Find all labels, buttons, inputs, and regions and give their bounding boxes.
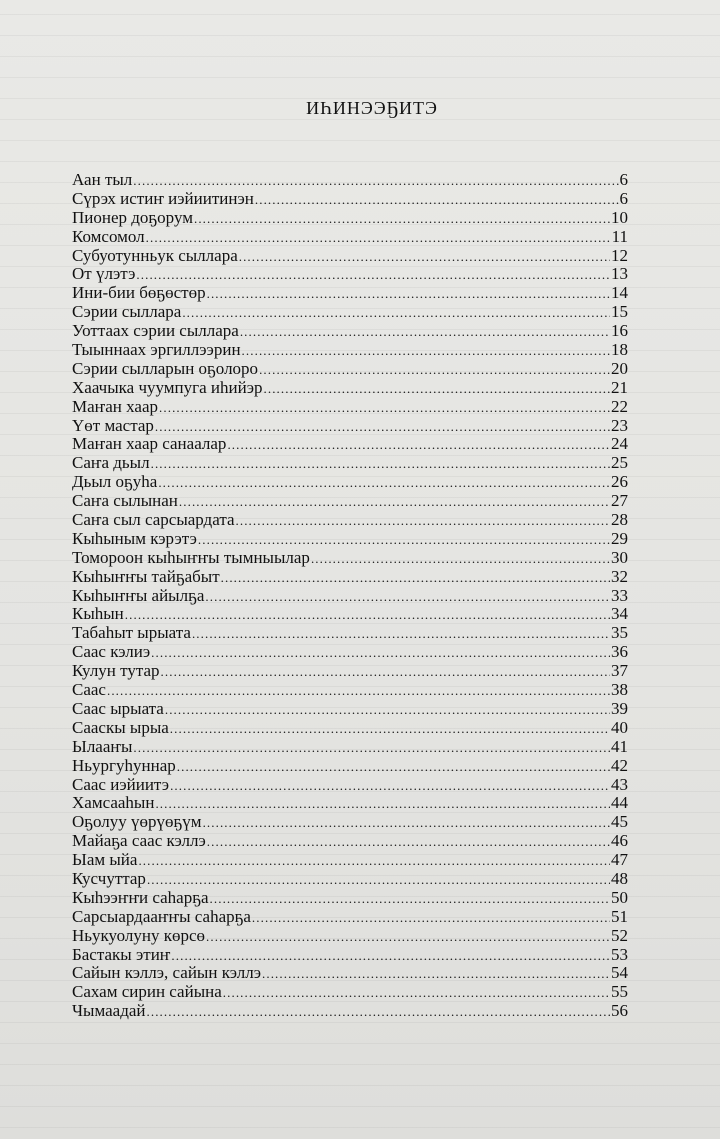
toc-entry-page-number: 22 [611,396,628,416]
dot-leader [206,928,610,947]
toc-entry [72,719,628,738]
toc-entry-title: Кыһыҥҥы тайҕабыт [72,566,220,586]
toc-entry-title: Саас иэйиитэ [72,774,170,794]
toc-entry [72,549,628,568]
toc-entry-page-number: 37 [611,661,628,681]
toc-entry [72,171,628,190]
toc-entry-title: Сэрии сылларын оҕолоро [72,358,259,378]
dot-leader [125,606,610,625]
toc-entry-page-number: 6 [619,188,628,208]
toc-entry-title: Ини-бии бөҕөстөр [72,283,206,303]
dot-leader [138,852,610,871]
toc-entry [72,624,628,643]
toc-entry-page-number: 21 [611,377,628,397]
toc-entry [72,454,628,473]
toc-entry [72,435,628,454]
toc-entry-page-number: 44 [611,793,628,813]
toc-entry-title: Саас ырыата [72,698,164,718]
toc-entry-page-number: 45 [611,812,628,832]
toc-entry-page-number: 6 [619,170,628,189]
dot-leader [146,229,611,248]
toc-entry [72,794,628,813]
toc-entry [72,851,628,870]
toc-entry-title: Майаҕа саас кэллэ [72,831,206,851]
toc-entry [72,605,628,624]
toc-entry-title: Оҕолуу үөрүөҕүм [72,812,202,832]
toc-entry [72,813,628,832]
toc-entry [72,190,628,209]
toc-entry-title: Бастакы этиҥ [72,944,171,964]
toc-entry-page-number: 42 [611,755,628,775]
toc-entry-title: Аан тыл [72,170,133,189]
toc-entry-page-number: 38 [611,680,628,700]
toc-entry-page-number: 27 [611,491,628,511]
toc-entry-title: Пионер доҕорум [72,207,193,227]
dot-leader [255,191,619,210]
toc-entry-page-number: 41 [611,736,628,756]
dot-leader [236,512,611,531]
dot-leader [223,984,610,1003]
toc-entry-title: Кусчуттар [72,868,146,888]
toc-entry [72,700,628,719]
toc-entry-page-number: 36 [611,642,628,662]
dot-leader [147,871,610,890]
toc-entry-page-number: 52 [611,925,628,945]
toc-entry-page-number: 55 [611,982,628,1002]
toc-entry-title: Табаһыт ырыата [72,623,191,643]
toc-entry-title: Ньукуолуну көрсө [72,925,206,945]
dot-leader [205,588,610,607]
toc-entry-page-number: 14 [611,283,628,303]
toc-entry [72,983,628,1002]
toc-entry-page-number: 15 [611,302,628,322]
table-of-contents [72,171,628,1021]
dot-leader [311,550,610,569]
toc-entry [72,322,628,341]
toc-entry-page-number: 34 [611,604,628,624]
dot-leader [159,399,610,418]
toc-entry [72,209,628,228]
toc-entry [72,832,628,851]
toc-entry-title: Хамсааһын [72,793,155,813]
toc-entry-page-number: 26 [611,472,628,492]
toc-entry-page-number: 39 [611,698,628,718]
dot-leader [239,248,610,267]
dot-leader [179,493,610,512]
toc-entry-page-number: 16 [611,321,628,341]
toc-entry-page-number: 51 [611,906,628,926]
toc-entry [72,964,628,983]
toc-entry [72,379,628,398]
dot-leader [203,814,610,833]
toc-entry-title: Тыыннаах эргиллээрин [72,340,241,360]
toc-entry [72,662,628,681]
toc-entry-title: Маҥан хаар санаалар [72,434,227,454]
toc-entry-page-number: 35 [611,623,628,643]
dot-leader [151,644,610,663]
toc-entry [72,946,628,965]
dot-leader [107,682,610,701]
dot-leader [240,323,610,342]
toc-entry [72,473,628,492]
toc-entry-page-number: 23 [611,415,628,435]
toc-entry-title: Саас кэлиэ [72,642,151,662]
toc-entry-title: Чымаадай [72,1001,146,1021]
toc-entry-page-number: 12 [611,245,628,265]
dot-leader [259,361,610,380]
dot-leader [207,833,610,852]
toc-entry-title: Субуотунньук сыллара [72,245,238,265]
toc-entry-title: Сүрэх истиҥ иэйиитинэн [72,188,254,208]
toc-entry-title: Уоттаах сэрии сыллара [72,321,239,341]
toc-entry-title: Саҥа сылынан [72,491,178,511]
toc-entry-page-number: 33 [611,585,628,605]
toc-entry-title: Маҥан хаар [72,396,159,416]
toc-entry [72,587,628,606]
toc-entry-title: Кыһыным кэрэтэ [72,528,197,548]
toc-entry-page-number: 28 [611,510,628,530]
toc-entry [72,303,628,322]
toc-entry [72,265,628,284]
dot-leader [207,285,610,304]
toc-entry [72,284,628,303]
dot-leader [221,569,610,588]
toc-entry-title: Томороон кыһыҥҥы тымныылар [72,547,310,567]
toc-entry-page-number: 18 [611,340,628,360]
toc-entry-title: От үлэтэ [72,264,136,284]
toc-entry-page-number: 40 [611,717,628,737]
toc-entry-title: Комсомол [72,226,145,246]
toc-entry [72,643,628,662]
toc-entry-page-number: 53 [611,944,628,964]
dot-leader [170,720,610,739]
dot-leader [133,739,610,758]
dot-leader [264,380,611,399]
dot-leader [198,531,610,550]
toc-entry [72,228,628,247]
dot-leader [227,436,610,455]
dot-leader [210,890,610,909]
toc-entry-title: Кыһын [72,604,124,624]
toc-entry-page-number: 30 [611,547,628,567]
toc-entry [72,757,628,776]
toc-entry [72,1002,628,1021]
toc-entry-title: Сэрии сыллара [72,302,182,322]
toc-entry [72,776,628,795]
toc-entry [72,927,628,946]
toc-entry [72,417,628,436]
toc-entry-title: Кыһыҥҥы айылҕа [72,585,205,605]
toc-entry-page-number: 29 [611,528,628,548]
toc-entry [72,889,628,908]
toc-entry [72,511,628,530]
toc-entry-title: Саас [72,680,106,700]
toc-entry-page-number: 11 [611,226,628,246]
toc-entry-title: Ньургуһуннар [72,755,176,775]
dot-leader [136,266,610,285]
toc-entry [72,360,628,379]
toc-entry-title: Кыһээҥҥи саһарҕа [72,887,209,907]
dot-leader [147,1003,611,1022]
toc-entry [72,681,628,700]
toc-entry-page-number: 20 [611,358,628,378]
dot-leader [242,342,610,361]
toc-entry-page-number: 48 [611,868,628,888]
dot-leader [170,777,610,796]
dot-leader [192,625,610,644]
toc-entry [72,247,628,266]
toc-entry-page-number: 24 [611,434,628,454]
dot-leader [194,210,610,229]
toc-entry-title: Сааскы ырыа [72,717,169,737]
toc-entry [72,738,628,757]
toc-entry [72,908,628,927]
toc-entry-title: Дьыл оҕуһа [72,472,158,492]
toc-entry-page-number: 56 [611,1001,628,1021]
dot-leader [165,701,610,720]
toc-entry-page-number: 43 [611,774,628,794]
toc-entry-page-number: 10 [611,207,628,227]
dot-leader [155,795,610,814]
toc-entry [72,398,628,417]
toc-entry-page-number: 25 [611,453,628,473]
toc-entry-title: Ылааҥы [72,736,133,756]
toc-entry-title: Кулун тутар [72,661,160,681]
toc-entry-title: Сайын кэллэ, сайын кэллэ [72,963,261,983]
dot-leader [161,663,610,682]
toc-entry-page-number: 13 [611,264,628,284]
toc-entry [72,870,628,889]
toc-entry-title: Ыам ыйа [72,850,138,870]
dot-leader [158,474,610,493]
toc-entry [72,530,628,549]
toc-entry-title: Саҥа дьыл [72,453,150,473]
toc-entry-title: Сахам сирин сайына [72,982,222,1002]
toc-entry [72,492,628,511]
dot-leader [262,965,610,984]
dot-leader [182,304,610,323]
toc-entry-title: Саҥа сыл сарсыардата [72,510,235,530]
toc-entry-page-number: 50 [611,887,628,907]
dot-leader [252,909,610,928]
toc-entry-page-number: 46 [611,831,628,851]
toc-entry-page-number: 47 [611,850,628,870]
toc-entry-title: Хаачыка чуумпуга иһийэр [72,377,263,397]
dot-leader [151,455,610,474]
toc-entry-page-number: 32 [611,566,628,586]
toc-entry [72,568,628,587]
dot-leader [177,758,610,777]
toc-entry [72,341,628,360]
toc-entry-title: Үөт мастар [72,415,154,435]
toc-entry-title: Сарсыардааҥҥы саһарҕа [72,906,251,926]
page-title: ИҺИНЭЭҔИТЭ [306,98,438,118]
toc-entry-page-number: 54 [611,963,628,983]
